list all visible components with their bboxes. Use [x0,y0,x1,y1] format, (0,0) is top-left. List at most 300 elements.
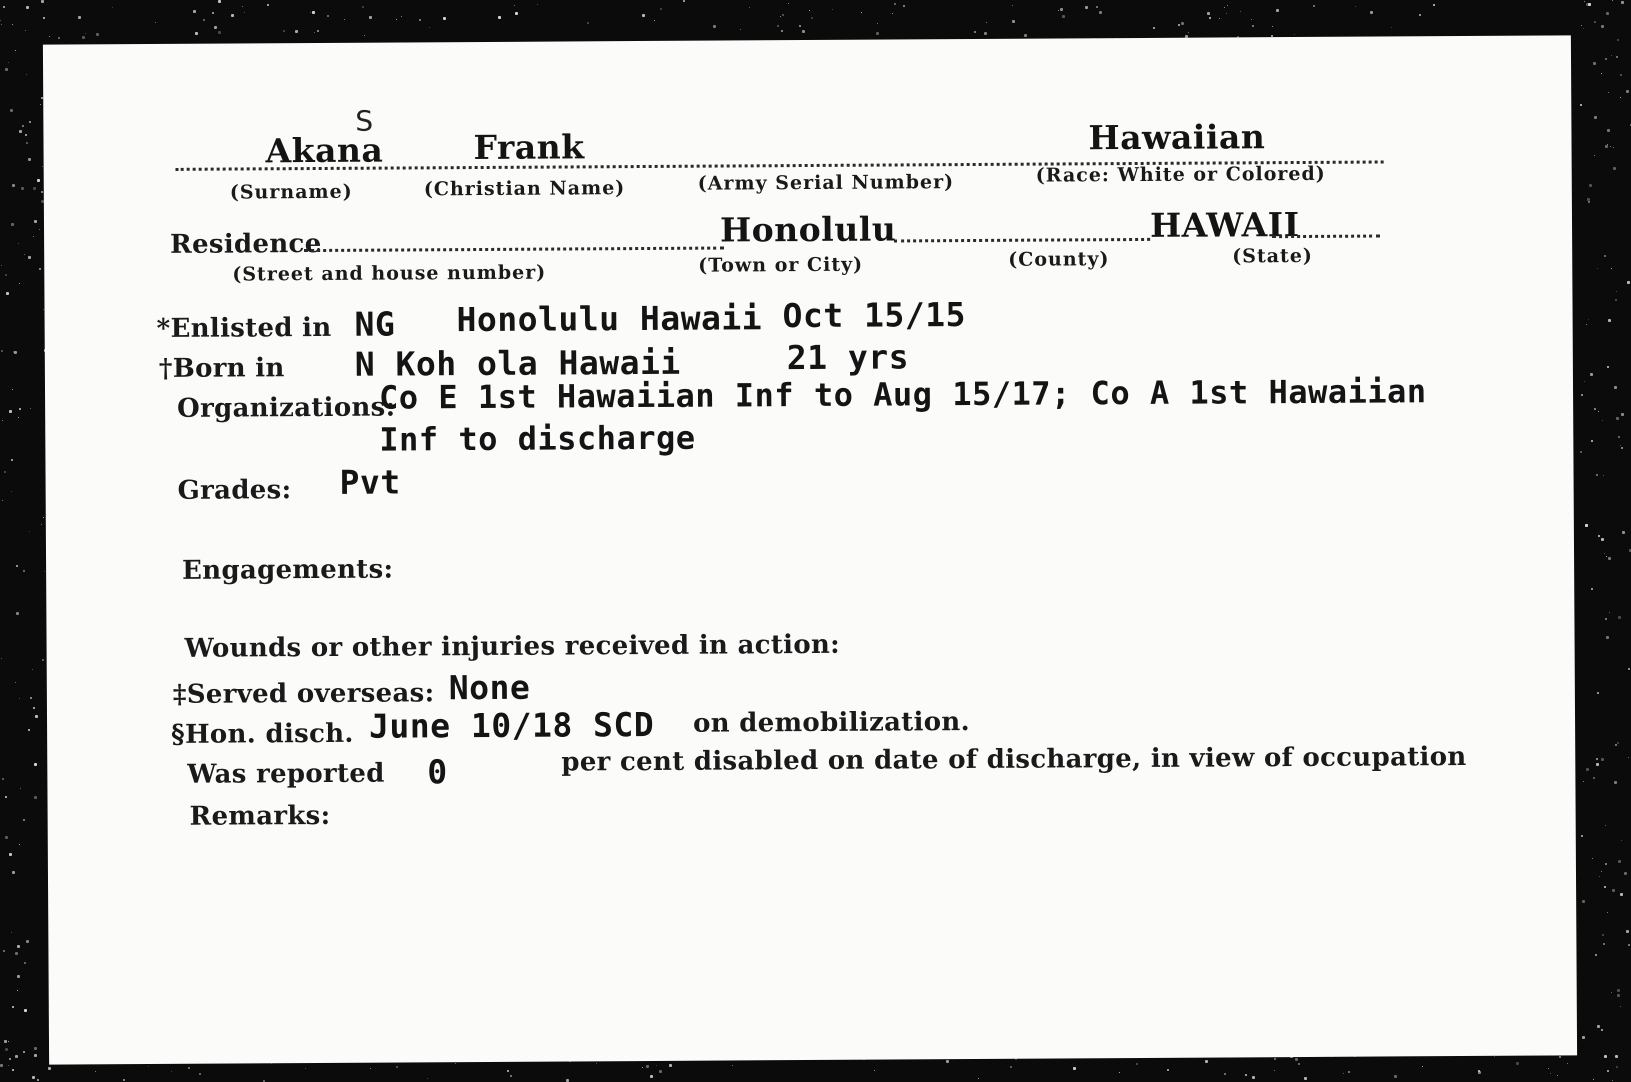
noise-speck [21,187,24,190]
noise-speck [17,945,20,948]
noise-speck [1343,1073,1344,1074]
noise-speck [1605,618,1607,620]
noise-speck [1608,319,1611,322]
noise-speck [587,22,589,24]
remarks-label: Remarks: [189,800,331,832]
noise-speck [1599,876,1600,877]
noise-speck [25,134,27,136]
noise-speck [11,223,14,226]
noise-speck [1024,34,1027,37]
noise-speck [1622,531,1625,534]
noise-speck [1590,373,1593,376]
noise-speck [33,236,34,237]
organizations-line-2: Inf to discharge [379,418,696,459]
noise-speck [1099,11,1102,14]
noise-speck [40,104,41,105]
noise-speck [984,32,987,35]
noise-speck [1251,19,1252,20]
noise-speck [1616,1066,1618,1068]
noise-speck [1596,474,1598,476]
noise-speck [5,1048,8,1051]
noise-speck [1603,943,1605,945]
noise-speck [1608,92,1609,93]
race-value: Hawaiian [1088,117,1266,158]
noise-speck [1604,1055,1607,1058]
discharge-value: June 10/18 SCD [368,704,655,746]
noise-speck [1593,1079,1594,1080]
noise-speck [44,571,45,572]
noise-speck [1605,58,1607,60]
reported-label: Was reported [187,758,385,790]
town-value: Honolulu [719,209,897,250]
noise-speck [1621,1,1624,4]
noise-speck [809,10,810,11]
noise-speck [1613,147,1614,148]
noise-speck [1618,860,1621,863]
noise-speck [646,1065,649,1068]
discharge-suffix: on demobilization. [692,707,971,739]
noise-speck [1615,744,1617,746]
serial-caption: (Army Serial Number) [697,171,955,195]
noise-speck [283,30,285,32]
noise-speck [8,62,9,63]
noise-speck [1602,420,1603,421]
noise-speck [1620,97,1621,98]
state-caption: (State) [1232,244,1313,268]
noise-speck [596,1063,597,1064]
organizations-line-1: Co E 1st Hawaiian Inf to Aug 15/17; Co A 1st Hawaiian [378,372,1427,417]
noise-speck [1589,184,1592,187]
noise-speck [1060,8,1063,11]
noise-speck [1567,1063,1568,1064]
noise-speck [1607,129,1610,132]
noise-speck [5,796,7,798]
noise-speck [32,1076,35,1079]
served-overseas-label: ‡Served overseas: [172,678,435,710]
noise-speck [427,1078,428,1079]
noise-speck [317,30,319,32]
noise-speck [1274,1070,1275,1071]
noise-speck [1611,992,1612,993]
noise-speck [659,1070,662,1073]
noise-speck [1593,777,1595,779]
noise-speck [1274,1058,1276,1060]
noise-speck [1605,825,1606,826]
noise-speck [1419,14,1421,16]
noise-speck [148,1066,149,1067]
noise-speck [498,16,501,19]
noise-speck [1618,436,1620,438]
noise-speck [1582,1036,1585,1039]
noise-speck [1601,871,1602,872]
noise-speck [1219,18,1220,19]
noise-speck [28,256,31,259]
noise-speck [1181,22,1184,25]
noise-speck [1593,62,1596,65]
surname-correction: S [355,104,374,138]
noise-speck [5,68,8,71]
noise-speck [782,14,784,16]
noise-speck [1595,954,1597,956]
noise-speck [34,1054,37,1057]
noise-speck [3,6,5,8]
noise-speck [19,844,20,845]
noise-speck [903,5,905,7]
noise-speck [1433,4,1435,6]
noise-speck [29,121,31,123]
noise-speck [26,142,28,144]
noise-speck [12,184,15,187]
surname-value: Akana [265,130,384,171]
noise-speck [295,30,298,33]
noise-speck [1601,73,1602,74]
noise-speck [1611,55,1612,56]
noise-speck [1628,944,1630,946]
noise-speck [1583,28,1584,29]
noise-speck [1178,24,1180,26]
noise-speck [1167,1069,1169,1071]
noise-speck [5,836,8,839]
noise-speck [58,37,60,39]
noise-speck [1605,863,1607,865]
noise-speck [1085,6,1088,9]
noise-speck [85,33,86,34]
noise-speck [12,389,13,390]
noise-speck [1583,781,1584,782]
noise-speck [1224,1073,1226,1075]
county-dotted-line [894,238,1150,243]
noise-speck [1516,1062,1519,1065]
noise-speck [1596,763,1599,766]
noise-speck [24,962,26,964]
noise-speck [17,990,18,991]
noise-speck [1240,11,1241,12]
born-label: †Born in [158,353,285,384]
noise-speck [537,4,538,5]
noise-speck [514,5,515,6]
noise-speck [4,1040,7,1043]
noise-speck [656,1065,657,1066]
noise-speck [788,3,789,4]
noise-speck [1597,268,1598,269]
noise-speck [1355,6,1356,7]
noise-speck [23,1051,25,1053]
organizations-label: Organizations: [177,392,396,424]
noise-speck [1391,27,1392,28]
noise-speck [455,1063,456,1064]
noise-speck [15,1055,18,1058]
noise-speck [8,1041,9,1042]
noise-speck [777,25,779,27]
noise-speck [244,12,245,13]
race-caption: (Race: White or Colored) [1035,162,1326,187]
noise-speck [1617,742,1619,744]
noise-speck [1012,20,1015,23]
noise-speck [188,1067,190,1069]
noise-speck [2,420,3,421]
noise-speck [195,32,198,35]
noise-speck [22,125,24,127]
noise-speck [877,23,878,24]
wounds-label: Wounds or other injuries received in action: [184,629,841,664]
noise-speck [9,853,12,856]
noise-speck [1617,994,1620,997]
noise-speck [364,35,365,36]
noise-speck [1294,34,1295,35]
noise-speck [39,268,41,270]
noise-speck [15,682,16,683]
noise-speck [396,1066,398,1068]
noise-speck [1617,989,1620,992]
noise-speck [2,778,4,780]
noise-speck [1581,394,1583,396]
noise-speck [41,0,44,3]
noise-speck [49,36,50,37]
noise-speck [218,0,221,3]
noise-speck [1276,9,1279,12]
noise-speck [1610,146,1611,147]
noise-speck [9,1058,11,1060]
noise-speck [11,459,13,461]
noise-speck [1557,1075,1558,1076]
noise-speck [193,10,196,13]
noise-speck [312,11,315,14]
noise-speck [1626,930,1629,933]
noise-speck [203,19,205,21]
noise-speck [23,570,25,572]
noise-speck [1586,768,1589,771]
noise-speck [2,500,3,501]
noise-speck [802,30,805,33]
record-card [43,35,1577,1064]
noise-speck [429,27,430,28]
christian-name-value: Frank [473,127,585,168]
noise-speck [1612,889,1615,892]
noise-speck [713,25,716,28]
noise-speck [34,1047,37,1050]
noise-speck [26,6,29,9]
noise-speck [683,0,685,2]
noise-speck [327,15,329,17]
noise-speck [1594,21,1596,23]
noise-speck [974,31,976,33]
noise-speck [1073,1067,1076,1070]
noise-speck [1012,5,1013,6]
noise-speck [48,1067,51,1070]
noise-speck [1611,268,1612,269]
noise-speck [1620,1006,1621,1007]
noise-speck [986,22,987,23]
noise-speck [642,1067,643,1068]
noise-speck [396,19,397,20]
county-caption: (County) [1008,248,1110,271]
noise-speck [12,1069,14,1071]
residence-label: Residence [170,228,322,260]
noise-speck [6,292,9,295]
noise-speck [96,33,99,36]
noise-speck [11,491,12,492]
noise-speck [1586,324,1587,325]
noise-speck [1621,840,1622,841]
noise-speck [19,408,21,410]
noise-speck [1298,1063,1300,1065]
noise-speck [876,32,879,35]
noise-speck [310,12,311,13]
grades-value: Pvt [339,462,401,502]
noise-speck [11,932,12,933]
noise-speck [1616,417,1619,420]
noise-speck [1548,1068,1549,1069]
noise-speck [1153,27,1155,29]
noise-speck [1348,1071,1350,1073]
noise-speck [1607,912,1608,913]
noise-speck [82,36,85,39]
noise-speck [1609,612,1610,613]
noise-speck [35,715,38,718]
noise-speck [1581,835,1583,837]
noise-speck [1058,10,1059,11]
noise-speck [811,17,813,19]
noise-speck [1062,15,1065,18]
noise-speck [15,952,18,955]
noise-speck [171,1071,172,1072]
noise-speck [1588,201,1590,203]
noise-speck [41,524,42,525]
town-caption: (Town or City) [698,253,864,277]
noise-speck [1422,1066,1423,1067]
noise-speck [1616,56,1618,58]
noise-speck [1582,900,1585,903]
noise-speck [212,12,214,14]
noise-speck [78,16,81,19]
noise-speck [19,698,20,699]
noise-speck [732,1065,733,1066]
reported-value: 0 [427,752,448,792]
noise-speck [1207,12,1210,15]
noise-speck [214,26,217,29]
noise-speck [1598,535,1600,537]
noise-speck [1245,1074,1247,1076]
noise-speck [1597,1025,1600,1028]
noise-speck [1594,155,1595,156]
noise-speck [12,24,13,25]
noise-speck [1313,5,1315,7]
noise-speck [1584,381,1585,382]
street-dotted-line [304,247,724,253]
noise-speck [1136,1063,1138,1065]
noise-speck [1209,17,1211,19]
noise-speck [41,191,43,193]
served-overseas-value: None [448,667,531,708]
noise-speck [20,788,21,789]
noise-speck [1624,872,1627,875]
noise-speck [3,950,5,952]
noise-speck [18,417,19,418]
noise-speck [1119,1072,1120,1073]
noise-speck [443,17,446,20]
noise-speck [1614,386,1617,389]
noise-speck [1272,26,1273,27]
noise-speck [1494,1056,1495,1057]
noise-speck [1580,104,1582,106]
noise-speck [1226,13,1227,14]
state-value: HAWAII [1149,205,1300,245]
noise-speck [29,531,30,532]
noise-speck [33,187,36,190]
noise-speck [1601,1029,1603,1031]
noise-speck [1608,557,1611,560]
noise-speck [5,274,7,276]
noise-speck [155,22,156,23]
noise-speck [1614,781,1617,784]
noise-speck [1615,1055,1618,1058]
noise-speck [1252,1076,1255,1079]
noise-speck [419,19,421,21]
noise-speck [314,32,315,33]
noise-speck [95,1071,96,1072]
noise-speck [28,729,30,731]
noise-speck [1584,1,1585,2]
noise-speck [1227,5,1228,6]
noise-speck [242,6,243,7]
noise-speck [1613,167,1616,170]
enlisted-place: Honolulu Hawaii [456,298,763,340]
noise-speck [642,14,645,17]
noise-speck [1224,7,1225,8]
noise-speck [33,707,35,709]
noise-speck [1602,934,1604,936]
noise-speck [16,565,18,567]
noise-speck [32,669,33,670]
noise-speck [1,658,2,659]
noise-speck [9,410,12,413]
noise-speck [894,3,896,5]
state-dotted-line [1272,235,1380,239]
noise-speck [1604,553,1605,554]
noise-speck [510,1075,512,1077]
noise-speck [1394,1075,1397,1078]
noise-speck [344,19,345,20]
noise-speck [1,265,2,266]
noise-speck [39,229,40,230]
noise-speck [892,13,893,14]
noise-speck [1592,858,1593,859]
noise-speck [1601,758,1604,761]
enlisted-unit: NG [354,304,396,344]
christian-name-caption: (Christian Name) [423,177,626,201]
noise-speck [369,16,372,19]
noise-speck [1617,39,1619,41]
noise-speck [1598,411,1599,412]
noise-speck [978,1078,979,1079]
noise-speck [1550,1073,1551,1074]
noise-speck [10,109,13,112]
noise-speck [1603,475,1604,476]
noise-speck [1627,281,1630,284]
noise-speck [267,4,269,6]
noise-speck [1621,447,1623,449]
noise-speck [654,20,655,21]
noise-speck [1615,299,1617,301]
noise-speck [799,25,801,27]
noise-speck [781,30,783,32]
noise-speck [0,20,1,21]
reported-suffix: per cent disabled on date of discharge, in view of occupation [561,741,1467,778]
noise-speck [1618,616,1621,619]
noise-speck [370,1068,371,1069]
noise-speck [19,130,22,133]
noise-speck [1,24,2,25]
